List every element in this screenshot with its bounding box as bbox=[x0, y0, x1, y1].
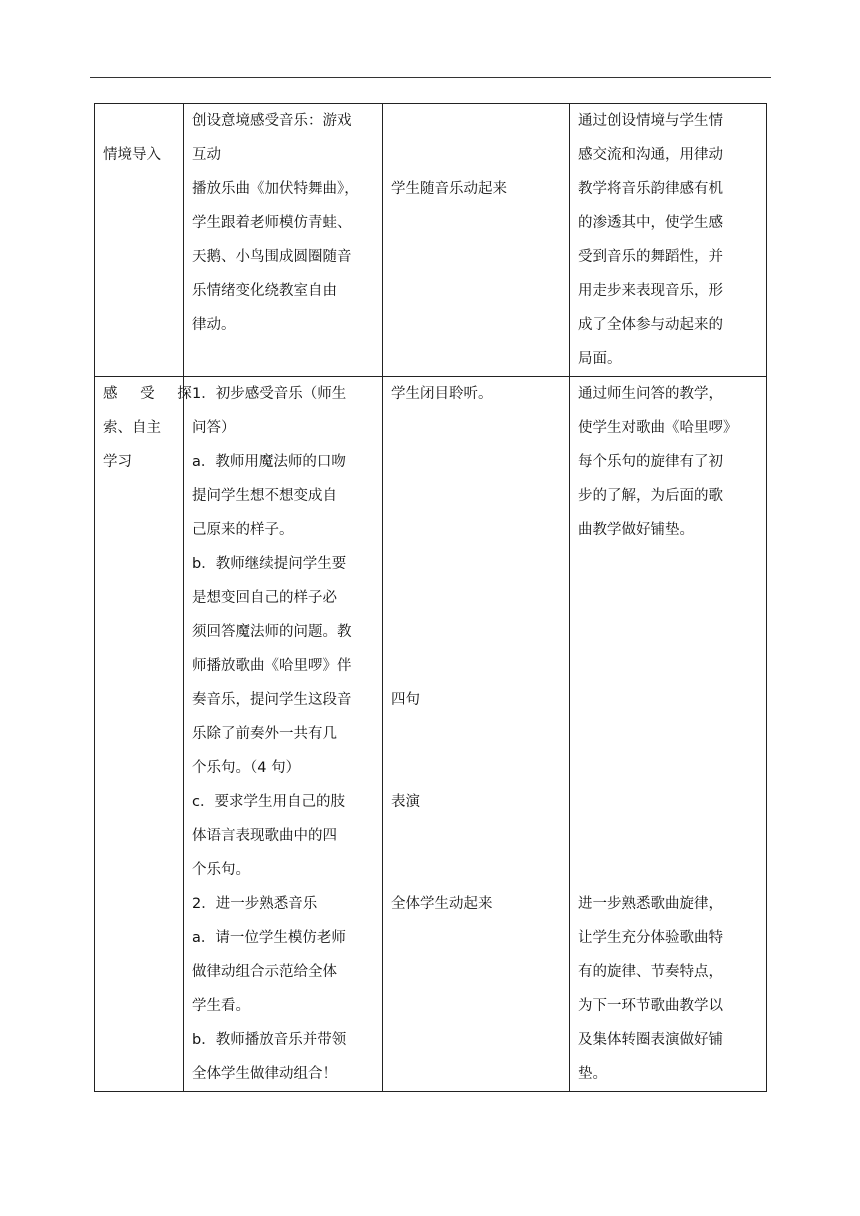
student-activity-cell bbox=[383, 104, 570, 377]
text-line: 学生看。 bbox=[192, 998, 250, 1014]
text-line: 互动 bbox=[192, 147, 221, 163]
text-line: 乐除了前奏外一共有几 bbox=[192, 726, 337, 742]
text-line: 局面。 bbox=[578, 351, 622, 367]
text-line: 用走步来表现音乐，形 bbox=[578, 283, 723, 299]
text-line: 做律动组合示范给全体 bbox=[192, 964, 337, 980]
text-line: 播放乐曲《加伏特舞曲》， bbox=[192, 181, 359, 197]
text-line: 1．初步感受音乐（师生 bbox=[192, 386, 347, 402]
text-line: b．教师播放音乐并带领 bbox=[192, 1032, 347, 1048]
teacher-activity-cell bbox=[184, 104, 383, 377]
teacher-activity-cell bbox=[184, 377, 383, 1092]
stage-cell bbox=[95, 377, 201, 1092]
text-line: 通过创设情境与学生情 bbox=[578, 113, 723, 129]
text-line: b．教师继续提问学生要 bbox=[192, 556, 347, 572]
stage-label: 索、自主 bbox=[103, 420, 161, 436]
text-line: 垫。 bbox=[578, 1066, 607, 1082]
stage-label: 学习 bbox=[103, 454, 132, 470]
text-line: 体语言表现歌曲中的四 bbox=[192, 828, 337, 844]
stage-label: 感 受 探 bbox=[103, 386, 201, 402]
text-line: 2．进一步熟悉音乐 bbox=[192, 896, 318, 912]
header-rule bbox=[90, 77, 771, 78]
text-line: 个乐句。 bbox=[192, 862, 250, 878]
text-line: 通过师生问答的教学， bbox=[578, 386, 723, 402]
text-line: 四句 bbox=[391, 692, 420, 708]
text-line: a．教师用魔法师的口吻 bbox=[192, 454, 346, 470]
text-line: 每个乐句的旋律有了初 bbox=[578, 454, 723, 470]
text-line: 的渗透其中，使学生感 bbox=[578, 215, 723, 231]
text-line: 全体学生动起来 bbox=[391, 896, 493, 912]
text-line: 感交流和沟通，用律动 bbox=[578, 147, 723, 163]
text-line: 奏音乐，提问学生这段音 bbox=[192, 692, 352, 708]
text-line: 学生闭目聆听。 bbox=[391, 386, 493, 402]
stage-cell bbox=[95, 104, 184, 377]
text-line: 成了全体参与动起来的 bbox=[578, 317, 723, 333]
design-intent-cell bbox=[570, 104, 767, 377]
text-line: 师播放歌曲《哈里啰》伴 bbox=[192, 658, 352, 674]
text-line: 学生随音乐动起来 bbox=[391, 181, 507, 197]
text-line: 律动。 bbox=[192, 317, 236, 333]
text-line: c．要求学生用自己的肢 bbox=[192, 794, 345, 810]
text-line: 有的旋律、节奏特点， bbox=[578, 964, 723, 980]
text-line: 曲教学做好铺垫。 bbox=[578, 522, 694, 538]
lesson-plan-table bbox=[94, 103, 767, 1092]
text-line: 问答） bbox=[192, 420, 236, 436]
text-line: 受到音乐的舞蹈性，并 bbox=[578, 249, 723, 265]
text-line: 及集体转圈表演做好铺 bbox=[578, 1032, 723, 1048]
text-line: 个乐句。（4 句） bbox=[192, 760, 301, 776]
text-line: 天鹅、小鸟围成圆圈随音 bbox=[192, 249, 352, 265]
text-line: 教学将音乐韵律感有机 bbox=[578, 181, 723, 197]
stage-label: 情境导入 bbox=[103, 147, 161, 163]
text-line: 学生跟着老师模仿青蛙、 bbox=[192, 215, 352, 231]
text-line: 为下一环节歌曲教学以 bbox=[578, 998, 723, 1014]
design-intent-cell bbox=[570, 377, 767, 1092]
text-line: 使学生对歌曲《哈里啰》 bbox=[578, 420, 738, 436]
table-row bbox=[95, 377, 767, 1092]
text-line: 是想变回自己的样子必 bbox=[192, 590, 337, 606]
text-line: 表演 bbox=[391, 794, 420, 810]
text-line: 进一步熟悉歌曲旋律， bbox=[578, 896, 723, 912]
table-row bbox=[95, 104, 767, 377]
text-line: 须回答魔法师的问题。教 bbox=[192, 624, 352, 640]
text-line: 乐情绪变化绕教室自由 bbox=[192, 283, 337, 299]
student-activity-cell bbox=[383, 377, 570, 1092]
text-line: 己原来的样子。 bbox=[192, 522, 294, 538]
text-line: a．请一位学生模仿老师 bbox=[192, 930, 346, 946]
text-line: 提问学生想不想变成自 bbox=[192, 488, 337, 504]
text-line: 全体学生做律动组合！ bbox=[192, 1066, 337, 1082]
text-line: 步的了解，为后面的歌 bbox=[578, 488, 723, 504]
text-line: 让学生充分体验歌曲特 bbox=[578, 930, 723, 946]
text-line: 创设意境感受音乐：游戏 bbox=[192, 113, 352, 129]
